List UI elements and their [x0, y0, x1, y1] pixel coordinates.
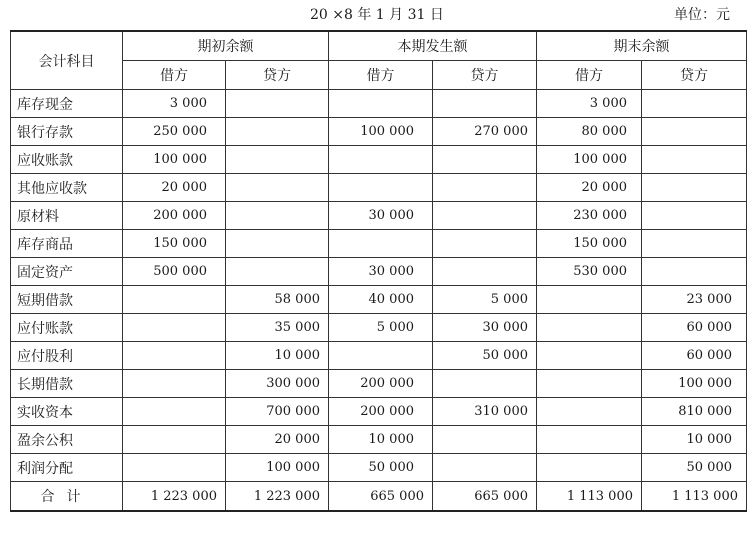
current-debit: 5 000 — [329, 314, 433, 342]
account-name: 固定资产 — [11, 258, 123, 286]
currency-unit: 单位：元 — [674, 7, 730, 23]
closing-debit: 150 000 — [537, 230, 642, 258]
opening-debit: 200 000 — [123, 202, 226, 230]
closing-credit — [642, 90, 747, 118]
closing-debit: 100 000 — [537, 146, 642, 174]
current-debit: 200 000 — [329, 370, 433, 398]
current-credit: 310 000 — [433, 398, 537, 426]
table-row — [11, 202, 747, 230]
current-credit — [433, 202, 537, 230]
closing-credit — [642, 258, 747, 286]
current-debit — [329, 90, 433, 118]
current-credit: 50 000 — [433, 342, 537, 370]
closing-credit: 810 000 — [642, 398, 747, 426]
account-name: 应付股利 — [11, 342, 123, 370]
current-debit: 30 000 — [329, 202, 433, 230]
header-opening-balance: 期初余额 — [123, 31, 329, 61]
header-opening-debit: 借方 — [123, 61, 226, 90]
closing-credit: 23 000 — [642, 286, 747, 314]
current-debit — [329, 146, 433, 174]
account-name: 原材料 — [11, 202, 123, 230]
total-opening-credit: 1 223 000 — [226, 482, 329, 512]
opening-credit — [226, 258, 329, 286]
table-row — [11, 118, 747, 146]
total-closing-credit: 1 113 000 — [642, 482, 747, 512]
header-current-credit: 贷方 — [433, 61, 537, 90]
table-row — [11, 398, 747, 426]
opening-debit: 3 000 — [123, 90, 226, 118]
table-row — [11, 258, 747, 286]
opening-credit — [226, 174, 329, 202]
closing-debit — [537, 398, 642, 426]
account-name: 库存商品 — [11, 230, 123, 258]
closing-debit: 3 000 — [537, 90, 642, 118]
closing-credit — [642, 202, 747, 230]
closing-credit: 100 000 — [642, 370, 747, 398]
closing-credit: 50 000 — [642, 454, 747, 482]
opening-debit: 20 000 — [123, 174, 226, 202]
table-caption — [0, 4, 756, 24]
opening-credit — [226, 230, 329, 258]
table-row — [11, 314, 747, 342]
current-debit — [329, 230, 433, 258]
current-debit: 30 000 — [329, 258, 433, 286]
current-credit — [433, 454, 537, 482]
table-row — [11, 342, 747, 370]
header-closing-debit: 借方 — [537, 61, 642, 90]
closing-debit — [537, 370, 642, 398]
header-opening-credit: 贷方 — [226, 61, 329, 90]
opening-debit — [123, 398, 226, 426]
table-row — [11, 174, 747, 202]
closing-debit: 20 000 — [537, 174, 642, 202]
current-debit — [329, 342, 433, 370]
opening-debit — [123, 454, 226, 482]
opening-debit: 100 000 — [123, 146, 226, 174]
total-opening-debit: 1 223 000 — [123, 482, 226, 512]
table-row — [11, 426, 747, 454]
table-row — [11, 370, 747, 398]
opening-credit — [226, 146, 329, 174]
opening-debit — [123, 286, 226, 314]
current-credit: 270 000 — [433, 118, 537, 146]
total-current-debit: 665 000 — [329, 482, 433, 512]
table-row — [11, 286, 747, 314]
current-credit: 30 000 — [433, 314, 537, 342]
closing-debit — [537, 454, 642, 482]
closing-debit — [537, 342, 642, 370]
current-credit — [433, 370, 537, 398]
closing-credit — [642, 118, 747, 146]
current-credit — [433, 426, 537, 454]
account-name: 利润分配 — [11, 454, 123, 482]
closing-credit — [642, 146, 747, 174]
account-name: 短期借款 — [11, 286, 123, 314]
table-row — [11, 90, 747, 118]
current-credit — [433, 230, 537, 258]
current-debit: 50 000 — [329, 454, 433, 482]
opening-credit — [226, 90, 329, 118]
current-debit: 10 000 — [329, 426, 433, 454]
opening-credit: 10 000 — [226, 342, 329, 370]
table-row — [11, 146, 747, 174]
account-name: 库存现金 — [11, 90, 123, 118]
current-credit — [433, 258, 537, 286]
opening-credit — [226, 118, 329, 146]
opening-debit — [123, 314, 226, 342]
header-current-period: 本期发生额 — [329, 31, 537, 61]
account-name: 长期借款 — [11, 370, 123, 398]
report-date: 20 ×8 年 1 月 31 日 — [310, 7, 444, 23]
opening-debit: 250 000 — [123, 118, 226, 146]
table-row — [11, 230, 747, 258]
ledger-body — [11, 90, 747, 482]
opening-credit — [226, 202, 329, 230]
account-name: 盈余公积 — [11, 426, 123, 454]
opening-debit — [123, 342, 226, 370]
header-closing-balance: 期末余额 — [537, 31, 747, 61]
total-current-credit: 665 000 — [433, 482, 537, 512]
closing-credit: 60 000 — [642, 342, 747, 370]
closing-debit: 80 000 — [537, 118, 642, 146]
account-name: 应收账款 — [11, 146, 123, 174]
current-credit — [433, 90, 537, 118]
total-label: 合计 — [11, 482, 123, 512]
current-debit: 100 000 — [329, 118, 433, 146]
opening-credit: 100 000 — [226, 454, 329, 482]
closing-debit: 230 000 — [537, 202, 642, 230]
current-debit: 40 000 — [329, 286, 433, 314]
header-account: 会计科目 — [11, 31, 123, 90]
current-credit — [433, 146, 537, 174]
opening-credit: 58 000 — [226, 286, 329, 314]
account-name: 银行存款 — [11, 118, 123, 146]
closing-debit — [537, 426, 642, 454]
current-debit: 200 000 — [329, 398, 433, 426]
opening-debit: 150 000 — [123, 230, 226, 258]
closing-credit: 60 000 — [642, 314, 747, 342]
account-name: 应付账款 — [11, 314, 123, 342]
opening-debit — [123, 370, 226, 398]
closing-debit — [537, 314, 642, 342]
account-name: 实收资本 — [11, 398, 123, 426]
current-debit — [329, 174, 433, 202]
opening-credit: 20 000 — [226, 426, 329, 454]
closing-debit: 530 000 — [537, 258, 642, 286]
current-credit — [433, 174, 537, 202]
closing-credit — [642, 174, 747, 202]
opening-credit: 35 000 — [226, 314, 329, 342]
closing-credit — [642, 230, 747, 258]
opening-credit: 300 000 — [226, 370, 329, 398]
trial-balance-table — [10, 30, 747, 512]
table-row — [11, 454, 747, 482]
total-closing-debit: 1 113 000 — [537, 482, 642, 512]
header-current-debit: 借方 — [329, 61, 433, 90]
closing-credit: 10 000 — [642, 426, 747, 454]
opening-debit: 500 000 — [123, 258, 226, 286]
account-name: 其他应收款 — [11, 174, 123, 202]
total-row — [11, 482, 747, 512]
header-row-groups — [11, 31, 747, 61]
header-closing-credit: 贷方 — [642, 61, 747, 90]
closing-debit — [537, 286, 642, 314]
opening-debit — [123, 426, 226, 454]
current-credit: 5 000 — [433, 286, 537, 314]
opening-credit: 700 000 — [226, 398, 329, 426]
